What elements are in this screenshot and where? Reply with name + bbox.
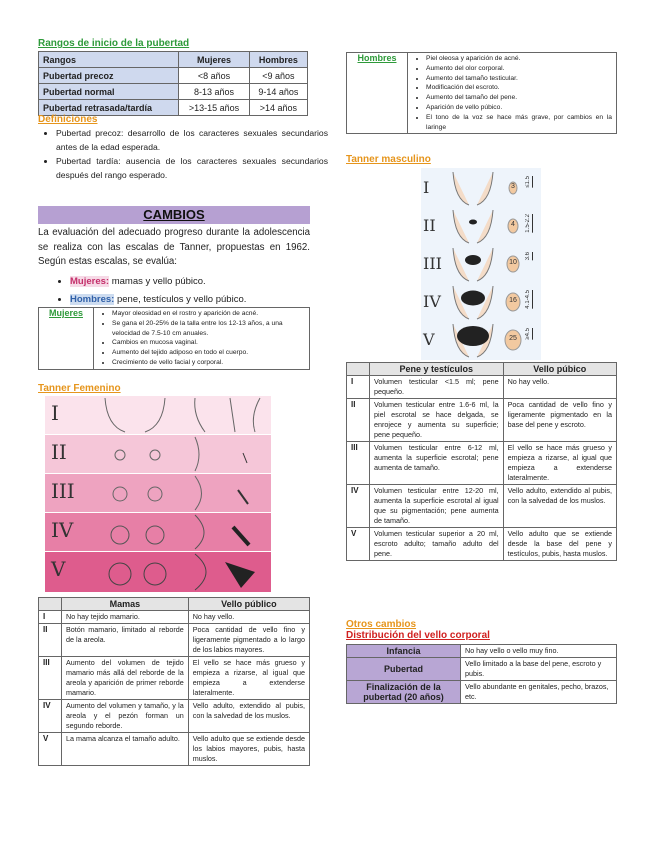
table-row bbox=[347, 645, 617, 658]
stage-number: I bbox=[347, 376, 370, 399]
stage-label: IV bbox=[423, 292, 441, 311]
table-row bbox=[347, 485, 617, 528]
male-stage-row bbox=[421, 170, 541, 208]
list-item: • El tono de la voz se hace más grave, por cambios en la laringe bbox=[426, 113, 612, 133]
otros-cambios-title: Otros cambios bbox=[346, 619, 417, 630]
list-item: • Aumento del tejido adiposo en todo el cuerpo. bbox=[112, 348, 305, 358]
stage-number: V bbox=[347, 528, 370, 561]
tabla-distribucion bbox=[346, 644, 617, 704]
cell-hombres: <9 años bbox=[249, 68, 307, 84]
female-stage-illustration bbox=[45, 513, 271, 551]
stage-number: IV bbox=[39, 700, 62, 733]
rangos-title: Rangos de inicio de la pubertad bbox=[38, 38, 190, 49]
stage-label: V bbox=[51, 557, 66, 581]
stage-label: I bbox=[51, 401, 59, 425]
cell-hombres: >14 años bbox=[249, 100, 307, 116]
cell-vello: El vello se hace más grueso y empieza a rizarse, al igual que empieza a extenderse lateralmente. bbox=[503, 442, 616, 485]
stage-label: III bbox=[423, 254, 442, 273]
list-item: • Aumento del tamaño del pene. bbox=[426, 93, 612, 103]
male-stage-illustration bbox=[421, 208, 541, 246]
list-item: • Crecimiento de vello facial y corporal. bbox=[112, 358, 305, 368]
tanner-masculino-title: Tanner masculino bbox=[346, 154, 431, 165]
stage-band bbox=[45, 552, 271, 592]
cell-pene: Volumen testicular <1.5 ml; pene pequeño. bbox=[370, 376, 504, 399]
cell-mamas: Aumento del volumen de tejido mamario más allá del reborde de la areola y aparición de primer reborde mamario. bbox=[62, 657, 189, 700]
list-item bbox=[70, 293, 328, 307]
testicular-size-label: 1.5-2.2 bbox=[525, 214, 531, 233]
row-text: Vello abundante en genitales, pecho, brazos, etc. bbox=[461, 681, 617, 704]
table-header-row bbox=[347, 363, 617, 376]
cell-mamas: La mama alcanza el tamaño adulto. bbox=[62, 733, 189, 766]
table-row bbox=[39, 657, 310, 700]
cambios-list bbox=[52, 275, 328, 307]
table-row bbox=[347, 442, 617, 485]
stage-number: III bbox=[39, 657, 62, 700]
hombres-box bbox=[346, 52, 617, 134]
table-header-cell: Vello público bbox=[188, 598, 309, 611]
list-item: • Pubertad precoz: desarrollo de los caracteres sexuales secundarios antes de la edad esperada. bbox=[56, 126, 328, 154]
male-stage-row bbox=[421, 322, 541, 360]
list-item: • Aparición de vello púbico. bbox=[426, 103, 612, 113]
stage-label: V bbox=[423, 330, 435, 349]
cell-vello: Poca cantidad de vello fino y ligeramente pigmentado a lo largo de los labios mayores. bbox=[188, 624, 309, 657]
cell-pene: Volumen testicular superior a 20 ml, escroto adulto; tamaño adulto del pene. bbox=[370, 528, 504, 561]
list-item: • Pubertad tardía: ausencia de los caracteres sexuales secundarios después del rango esperado. bbox=[56, 154, 328, 182]
list-item: • Modificación del escroto. bbox=[426, 83, 612, 93]
stage-label: III bbox=[51, 479, 75, 503]
list-item: • Piel oleosa y aparición de acné. bbox=[426, 54, 612, 64]
distribucion-vello-title: Distribución del vello corporal bbox=[346, 630, 490, 641]
cell-mujeres: <8 años bbox=[179, 68, 249, 84]
stage-band bbox=[45, 435, 271, 473]
tabla-mujeres bbox=[38, 597, 310, 766]
table-row bbox=[39, 84, 308, 100]
tanner-masculino-figure bbox=[421, 168, 541, 360]
stage-number: IV bbox=[347, 485, 370, 528]
table-header-cell: Mujeres bbox=[179, 52, 249, 68]
row-text: No hay vello o vello muy fino. bbox=[461, 645, 617, 658]
female-stage-illustration bbox=[45, 435, 271, 473]
table-header-cell: Vello púbico bbox=[503, 363, 616, 376]
testicular-volume-label: 10 bbox=[509, 259, 517, 266]
testicular-size-label: ≤1.5 bbox=[525, 176, 531, 188]
mujeres-box bbox=[38, 307, 310, 370]
mujeres-key: Mujeres: bbox=[70, 276, 110, 287]
male-stage-illustration bbox=[421, 246, 541, 284]
cell-mujeres: 8-13 años bbox=[179, 84, 249, 100]
table-row bbox=[39, 700, 310, 733]
stage-label: I bbox=[423, 178, 430, 197]
list-item: • Mayor oleosidad en el rostro y aparición de acné. bbox=[112, 309, 305, 319]
table-header-cell: Rangos bbox=[39, 52, 179, 68]
cell-vello: El vello se hace más grueso y empieza a rizarse, al igual que empieza a extenderse lateralmente. bbox=[188, 657, 309, 700]
hombres-key: Hombres: bbox=[70, 294, 115, 305]
female-stage-illustration bbox=[45, 474, 271, 512]
cell-mujeres: >13-15 años bbox=[179, 100, 249, 116]
table-row bbox=[39, 733, 310, 766]
table-header-cell: Pene y testículos bbox=[370, 363, 504, 376]
table-header-cell: Mamas bbox=[62, 598, 189, 611]
cell-vello: Vello adulto que se extiende desde la base del pene y testículos, pubis, hasta muslos. bbox=[503, 528, 616, 561]
stage-label: II bbox=[51, 440, 67, 464]
row-label: Finalización de la pubertad (20 años) bbox=[347, 681, 461, 704]
male-stage-illustration bbox=[421, 170, 541, 208]
tabla-hombres bbox=[346, 362, 617, 561]
stage-label: II bbox=[423, 216, 436, 235]
testicular-size-label: 4.1-4.5 bbox=[525, 290, 531, 309]
cell-mamas: Botón mamario, limitado al reborde de la areola. bbox=[62, 624, 189, 657]
definiciones-title: Definiciones bbox=[38, 114, 98, 125]
table-row bbox=[39, 68, 308, 84]
testicular-volume-label: 25 bbox=[509, 335, 517, 342]
testicular-size-label: 3.6 bbox=[525, 252, 531, 261]
table-header-row bbox=[39, 598, 310, 611]
cambios-paragraph: La evaluación del adecuado progreso durante la adolescencia se realiza con las escalas de Tanner, propuestas en 1962. Según estas escalas, se evalúa: bbox=[38, 227, 310, 267]
table-row bbox=[347, 376, 617, 399]
cell-pene: Volumen testicular entre 12-20 ml, aumenta la superficie escrotal al igual que su pigmentación; pene aumenta de tamaño. bbox=[370, 485, 504, 528]
row-label: Pubertad retrasada/tardía bbox=[39, 100, 179, 116]
testicular-volume-label: 3 bbox=[511, 183, 515, 190]
cell-mamas: Aumento del volumen y tamaño, y la areola y el pezón forman un segundo reborde. bbox=[62, 700, 189, 733]
table-row bbox=[347, 399, 617, 442]
stage-band bbox=[45, 474, 271, 512]
table-header-cell: Hombres bbox=[249, 52, 307, 68]
hombres-box-content bbox=[408, 53, 617, 134]
list-item: • Aumento del olor corporal. bbox=[426, 64, 612, 74]
male-stage-illustration bbox=[421, 284, 541, 322]
female-stage-illustration bbox=[45, 552, 271, 592]
rangos-table bbox=[38, 51, 308, 116]
cell-vello: No hay vello. bbox=[188, 611, 309, 624]
female-stage-illustration bbox=[45, 396, 271, 434]
stage-band bbox=[45, 513, 271, 551]
table-row bbox=[347, 681, 617, 704]
testicular-volume-label: 4 bbox=[511, 221, 515, 228]
row-label: Pubertad precoz bbox=[39, 68, 179, 84]
tanner-femenino-figure bbox=[45, 396, 271, 592]
stage-number: III bbox=[347, 442, 370, 485]
row-label: Pubertad normal bbox=[39, 84, 179, 100]
mujeres-text: mamas y vello púbico. bbox=[109, 276, 206, 287]
stage-number: V bbox=[39, 733, 62, 766]
stage-number: I bbox=[39, 611, 62, 624]
male-stage-illustration bbox=[421, 322, 541, 360]
hombres-box-label: Hombres bbox=[347, 53, 408, 134]
cell-hombres: 9-14 años bbox=[249, 84, 307, 100]
cell-vello: Vello adulto, extendido al pubis, con la salvedad de los muslos. bbox=[188, 700, 309, 733]
male-stage-row bbox=[421, 284, 541, 322]
stage-number: II bbox=[347, 399, 370, 442]
list-item: • Se gana el 20-25% de la talla entre los 12-13 años, a una velocidad de 7.5-10 cm anuales. bbox=[112, 319, 305, 339]
table-row bbox=[39, 624, 310, 657]
list-item: • Aumento del tamaño testicular. bbox=[426, 74, 612, 84]
cell-mamas: No hay tejido mamario. bbox=[62, 611, 189, 624]
testicular-volume-label: 16 bbox=[509, 297, 517, 304]
list-item bbox=[70, 275, 328, 289]
cambios-title: CAMBIOS bbox=[38, 206, 310, 224]
cell-vello: Poca cantidad de vello fino y ligeramente pigmentado en la base del pene y escroto. bbox=[503, 399, 616, 442]
male-stage-row bbox=[421, 246, 541, 284]
cell-vello: Vello adulto que se extiende desde los labios mayores, pubis, hasta muslos. bbox=[188, 733, 309, 766]
cell-vello: Vello adulto, extendido al pubis, con la salvedad de los muslos. bbox=[503, 485, 616, 528]
table-row bbox=[347, 658, 617, 681]
table-header-row bbox=[39, 52, 308, 68]
cell-pene: Volumen testicular entre 1.6-6 ml, la piel escrotal se hace delgada, se enrojece y aumenta su superficie; pene pequeño. bbox=[370, 399, 504, 442]
row-text: Vello limitado a la base del pene, escroto y pubis. bbox=[461, 658, 617, 681]
stage-band bbox=[45, 396, 271, 434]
tanner-femenino-title: Tanner Femenino bbox=[38, 383, 121, 394]
male-stage-row bbox=[421, 208, 541, 246]
stage-label: IV bbox=[51, 518, 74, 542]
table-row bbox=[39, 611, 310, 624]
mujeres-box-label: Mujeres bbox=[39, 308, 94, 370]
table-header-cell bbox=[39, 598, 62, 611]
cell-pene: Volumen testicular entre 6-12 ml, aumenta la superficie escrotal; pene aumenta de tamaño. bbox=[370, 442, 504, 485]
row-label: Infancia bbox=[347, 645, 461, 658]
hombres-text: pene, testículos y vello púbico. bbox=[114, 294, 247, 305]
stage-number: II bbox=[39, 624, 62, 657]
table-row bbox=[347, 528, 617, 561]
definiciones-list bbox=[38, 126, 328, 182]
list-item: • Cambios en mucosa vaginal. bbox=[112, 338, 305, 348]
table-header-cell bbox=[347, 363, 370, 376]
cell-vello: No hay vello. bbox=[503, 376, 616, 399]
row-label: Pubertad bbox=[347, 658, 461, 681]
testicular-size-label: ≥4.5 bbox=[525, 328, 531, 340]
mujeres-box-content bbox=[94, 308, 310, 370]
